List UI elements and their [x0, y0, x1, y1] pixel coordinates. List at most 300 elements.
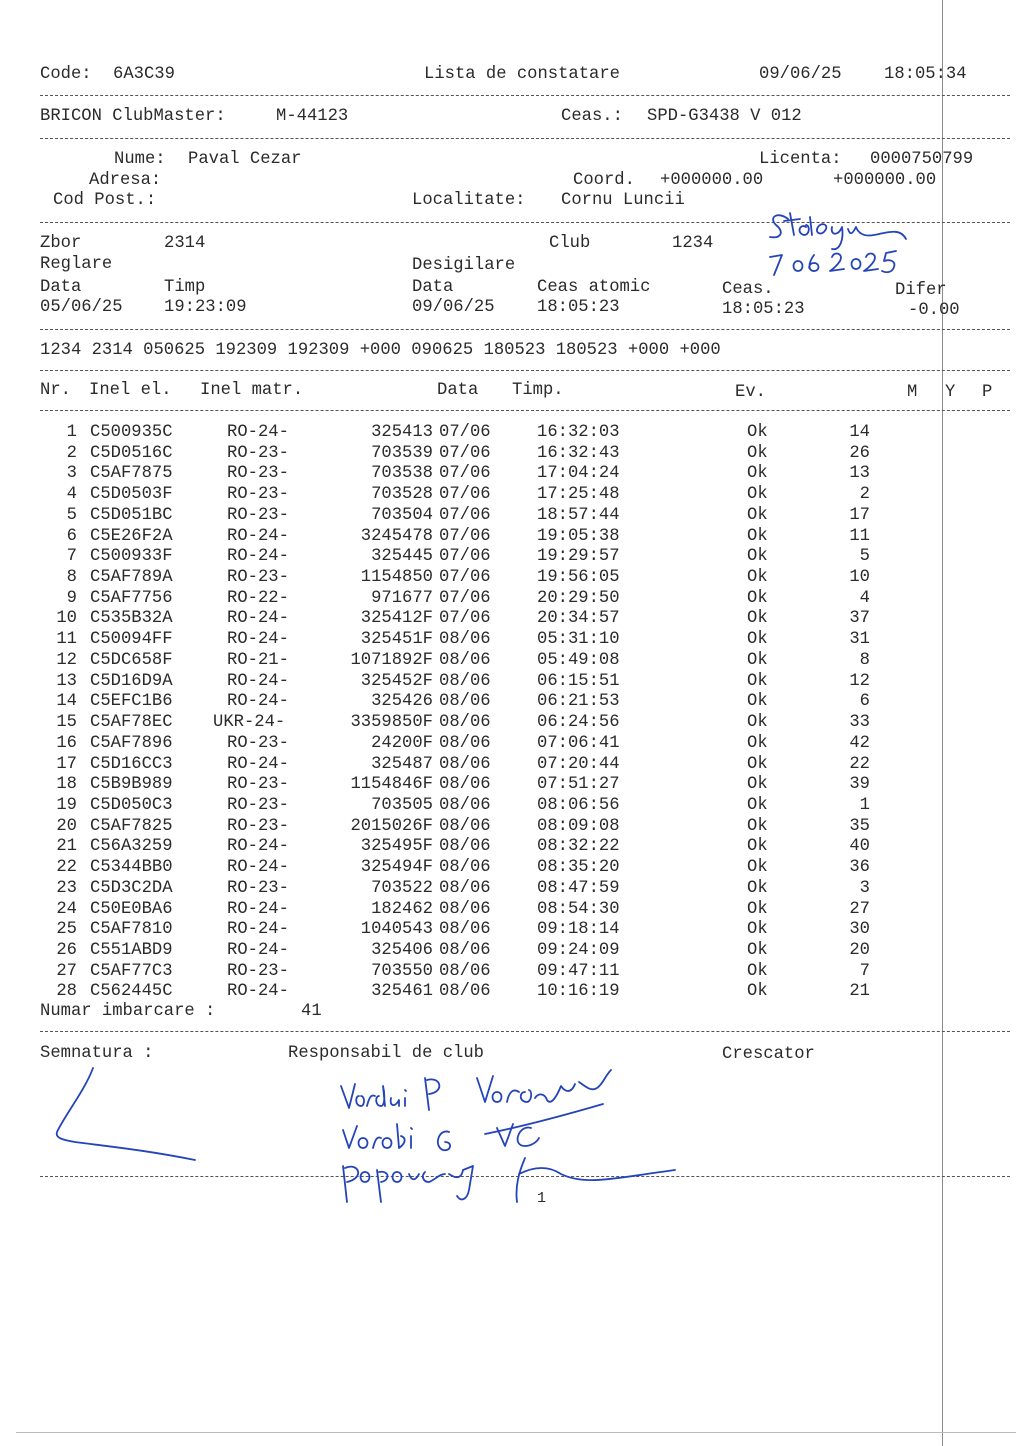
- ring-number: 325413: [371, 423, 433, 442]
- ring-prefix: RO-22-: [227, 588, 289, 608]
- ring-prefix: RO-24-: [227, 899, 289, 919]
- table-row: [0, 692, 940, 713]
- row-number: 14: [56, 692, 77, 712]
- placement-number: 40: [849, 837, 870, 857]
- electronic-ring: C5AF78EC: [90, 713, 173, 733]
- clock-label: Ceas.:: [561, 107, 623, 126]
- row-number: 19: [56, 795, 77, 815]
- arrival-date: 07/06: [439, 423, 491, 442]
- electronic-ring: C5EFC1B6: [90, 692, 173, 712]
- placement-number: 4: [859, 588, 870, 608]
- row-number: 7: [66, 547, 77, 567]
- arrival-date: 08/06: [439, 816, 491, 836]
- ring-prefix: RO-24-: [227, 920, 289, 940]
- arrival-time: 07:06:41: [537, 733, 620, 753]
- placement-number: 1: [859, 795, 870, 815]
- electronic-ring: C50E0BA6: [90, 899, 173, 919]
- col-header-ring-matr: Inel matr.: [200, 381, 304, 400]
- ring-number: 325452F: [360, 671, 433, 691]
- placement-number: 8: [859, 650, 870, 670]
- print-time: 18:05:34: [884, 65, 967, 84]
- electronic-ring: C5AF7756: [90, 588, 173, 608]
- ring-number: 182462: [371, 899, 433, 919]
- ring-prefix: RO-24-: [227, 754, 289, 774]
- electronic-ring: C5AF77C3: [90, 961, 173, 981]
- unsealing-label: Desigilare: [412, 256, 516, 275]
- col-header-time: Timp.: [512, 381, 564, 400]
- arrival-time: 16:32:03: [537, 423, 620, 442]
- ring-prefix: RO-24-: [227, 941, 289, 960]
- arrival-time: 06:15:51: [537, 671, 620, 691]
- ring-prefix: RO-24-: [227, 837, 289, 857]
- ring-number: 325426: [371, 692, 433, 712]
- electronic-ring: C56A3259: [90, 837, 173, 857]
- ring-number: 325406: [371, 941, 433, 960]
- arrival-time: 06:24:56: [537, 713, 620, 733]
- row-number: 12: [56, 650, 77, 670]
- arrival-time: 07:51:27: [537, 775, 620, 795]
- placement-number: 14: [849, 423, 870, 442]
- club-label: Club: [549, 234, 591, 253]
- table-row: [0, 713, 940, 734]
- row-number: 15: [56, 713, 77, 733]
- table-row: [0, 547, 940, 568]
- electronic-ring: C5AF7896: [90, 733, 173, 753]
- ring-prefix: RO-23-: [227, 878, 289, 898]
- event-status: Ok: [747, 526, 768, 546]
- arrival-time: 19:05:38: [537, 526, 620, 546]
- electronic-ring: C5344BB0: [90, 858, 173, 878]
- ring-prefix: RO-23-: [227, 816, 289, 836]
- ring-number: 24200F: [371, 733, 433, 753]
- event-status: Ok: [747, 588, 768, 608]
- col-header-y: Y: [945, 383, 956, 402]
- arrival-time: 09:24:09: [537, 941, 620, 960]
- arrival-date: 07/06: [439, 464, 491, 484]
- table-row: [0, 982, 940, 1003]
- ring-prefix: RO-23-: [227, 775, 289, 795]
- placement-number: 3: [859, 878, 870, 898]
- ring-prefix: RO-21-: [227, 650, 289, 670]
- row-number: 9: [66, 588, 77, 608]
- placement-number: 42: [849, 733, 870, 753]
- event-status: Ok: [747, 878, 768, 898]
- col-header-nr: Nr.: [40, 381, 71, 400]
- ring-prefix: RO-23-: [227, 464, 289, 484]
- placement-number: 2: [859, 485, 870, 505]
- license-label: Licenta:: [759, 150, 842, 169]
- arrival-time: 08:35:20: [537, 858, 620, 878]
- arrival-time: 10:16:19: [537, 982, 620, 1002]
- coord-label: Coord.: [573, 171, 635, 190]
- ring-prefix: RO-23-: [227, 795, 289, 815]
- electronic-ring: C5AF7875: [90, 464, 173, 484]
- arrival-date: 08/06: [439, 941, 491, 960]
- ring-number: 703538: [371, 464, 433, 484]
- code-label: Code:: [40, 65, 92, 84]
- row-number: 6: [66, 526, 77, 546]
- placement-number: 37: [849, 609, 870, 629]
- electronic-ring: C50094FF: [90, 630, 173, 650]
- boarding-label: Numar imbarcare :: [40, 1002, 216, 1021]
- arrival-time: 17:04:24: [537, 464, 620, 484]
- table-row: [0, 879, 940, 900]
- row-number: 17: [56, 754, 77, 774]
- arrival-time: 20:34:57: [537, 609, 620, 629]
- table-row: [0, 506, 940, 527]
- electronic-ring: C5B9B989: [90, 775, 173, 795]
- table-row: [0, 796, 940, 817]
- separator: [40, 95, 1010, 96]
- electronic-ring: C5DC658F: [90, 650, 173, 670]
- ring-number: 703539: [371, 443, 433, 463]
- arrival-date: 07/06: [439, 443, 491, 463]
- atomic-clock-label: Ceas atomic: [537, 278, 651, 297]
- ring-number: 325494F: [360, 858, 433, 878]
- arrival-date: 08/06: [439, 754, 491, 774]
- table-row: [0, 858, 940, 879]
- ring-number: 703504: [371, 505, 433, 525]
- ring-number: 971677: [371, 588, 433, 608]
- col-header-ring-el: Inel el.: [89, 381, 172, 400]
- row-number: 25: [56, 920, 77, 940]
- table-row: [0, 485, 940, 506]
- row-number: 22: [56, 858, 77, 878]
- event-status: Ok: [747, 795, 768, 815]
- arrival-time: 08:47:59: [537, 878, 620, 898]
- row-number: 27: [56, 961, 77, 981]
- ring-number: 1040543: [360, 920, 433, 940]
- ring-number: 1071892F: [350, 650, 433, 670]
- row-number: 18: [56, 775, 77, 795]
- ring-number: 3359850F: [350, 713, 433, 733]
- placement-number: 39: [849, 775, 870, 795]
- col-header-event: Ev.: [735, 383, 766, 402]
- arrival-time: 07:20:44: [537, 754, 620, 774]
- placement-number: 12: [849, 671, 870, 691]
- ring-prefix: RO-23-: [227, 485, 289, 505]
- arrival-date: 07/06: [439, 588, 491, 608]
- event-status: Ok: [747, 505, 768, 525]
- event-status: Ok: [747, 775, 768, 795]
- placement-number: 22: [849, 754, 870, 774]
- arrival-time: 16:32:43: [537, 443, 620, 463]
- arrival-time: 08:09:08: [537, 816, 620, 836]
- separator: [40, 410, 1010, 411]
- ring-number: 325451F: [360, 630, 433, 650]
- table-row: [0, 568, 940, 589]
- code-value: 6A3C39: [113, 65, 175, 84]
- event-status: Ok: [747, 423, 768, 442]
- separator: [40, 370, 1010, 371]
- table-row: [0, 817, 940, 838]
- electronic-ring: C5AF7810: [90, 920, 173, 940]
- arrival-date: 07/06: [439, 485, 491, 505]
- ring-number: 3245478: [360, 526, 433, 546]
- table-row: [0, 837, 940, 858]
- electronic-ring: C500935C: [90, 423, 173, 442]
- table-row: [0, 755, 940, 776]
- arrival-date: 08/06: [439, 858, 491, 878]
- event-status: Ok: [747, 547, 768, 567]
- arrival-date: 08/06: [439, 713, 491, 733]
- placement-number: 36: [849, 858, 870, 878]
- electronic-ring: C500933F: [90, 547, 173, 567]
- row-number: 21: [56, 837, 77, 857]
- placement-number: 27: [849, 899, 870, 919]
- event-status: Ok: [747, 692, 768, 712]
- arrival-date: 08/06: [439, 775, 491, 795]
- placement-number: 5: [859, 547, 870, 567]
- ring-prefix: RO-24-: [227, 692, 289, 712]
- signature-label: Semnatura :: [40, 1044, 154, 1063]
- address-label: Adresa:: [89, 171, 162, 190]
- electronic-ring: C5D0516C: [90, 443, 173, 463]
- placement-number: 31: [849, 630, 870, 650]
- electronic-ring: C551ABD9: [90, 941, 173, 960]
- club-value: 1234: [672, 234, 714, 253]
- page-bottom-edge: [16, 1432, 1016, 1433]
- placement-number: 30: [849, 920, 870, 940]
- arrival-date: 07/06: [439, 547, 491, 567]
- arrival-date: 08/06: [439, 650, 491, 670]
- print-date: 09/06/25: [759, 65, 842, 84]
- arrival-date: 07/06: [439, 526, 491, 546]
- locality-value: Cornu Luncii: [561, 191, 685, 210]
- ring-number: 703522: [371, 878, 433, 898]
- ring-prefix: RO-24-: [227, 671, 289, 691]
- event-status: Ok: [747, 609, 768, 629]
- row-number: 16: [56, 733, 77, 753]
- event-status: Ok: [747, 858, 768, 878]
- row-number: 23: [56, 878, 77, 898]
- clock-time-label: Ceas.: [722, 280, 774, 299]
- clock-time: 18:05:23: [722, 300, 805, 319]
- electronic-ring: C5E26F2A: [90, 526, 173, 546]
- difference-label: Difer: [895, 281, 947, 300]
- arrival-date: 08/06: [439, 878, 491, 898]
- table-row: [0, 962, 940, 983]
- difference-value: -0.00: [908, 301, 960, 320]
- event-status: Ok: [747, 982, 768, 1002]
- ring-prefix: RO-24-: [227, 526, 289, 546]
- table-row: [0, 464, 940, 485]
- coord-lat: +000000.00: [660, 171, 764, 190]
- electronic-ring: C5D050C3: [90, 795, 173, 815]
- row-number: 8: [66, 568, 77, 588]
- ring-number: 1154846F: [350, 775, 433, 795]
- ring-prefix: RO-23-: [227, 443, 289, 463]
- placement-number: 13: [849, 464, 870, 484]
- arrival-time: 05:31:10: [537, 630, 620, 650]
- arrival-date: 08/06: [439, 795, 491, 815]
- row-number: 2: [66, 443, 77, 463]
- col-header-m: M: [907, 383, 918, 402]
- electronic-ring: C5AF789A: [90, 568, 173, 588]
- ring-prefix: RO-23-: [227, 505, 289, 525]
- ring-number: 325412F: [360, 609, 433, 629]
- ring-prefix: RO-24-: [227, 630, 289, 650]
- arrival-time: 17:25:48: [537, 485, 620, 505]
- coord-lon: +000000.00: [833, 171, 937, 190]
- placement-number: 33: [849, 713, 870, 733]
- electronic-ring: C5D3C2DA: [90, 878, 173, 898]
- placement-number: 6: [859, 692, 870, 712]
- event-status: Ok: [747, 485, 768, 505]
- locality-label: Localitate:: [412, 191, 526, 210]
- event-status: Ok: [747, 650, 768, 670]
- arrival-date: 07/06: [439, 505, 491, 525]
- name-label: Nume:: [114, 150, 166, 169]
- electronic-ring: C562445C: [90, 982, 173, 1002]
- row-number: 13: [56, 671, 77, 691]
- row-number: 4: [66, 485, 77, 505]
- table-row: [0, 920, 940, 941]
- ring-prefix: RO-23-: [227, 568, 289, 588]
- placement-number: 17: [849, 505, 870, 525]
- setting-time: 19:23:09: [164, 298, 247, 317]
- table-row: [0, 527, 940, 548]
- row-number: 11: [56, 630, 77, 650]
- table-row: [0, 589, 940, 610]
- arrival-time: 20:29:50: [537, 588, 620, 608]
- system-label: BRICON ClubMaster:: [40, 107, 226, 126]
- table-row: [0, 900, 940, 921]
- separator: [40, 138, 1010, 139]
- event-status: Ok: [747, 733, 768, 753]
- setting-label: Reglare: [40, 255, 113, 274]
- atomic-time: 18:05:23: [537, 298, 620, 317]
- date-label: Data: [40, 278, 82, 297]
- arrival-time: 08:06:56: [537, 795, 620, 815]
- time-label: Timp: [164, 278, 206, 297]
- event-status: Ok: [747, 443, 768, 463]
- arrival-time: 19:29:57: [537, 547, 620, 567]
- table-row: [0, 734, 940, 755]
- ring-number: 325461: [371, 982, 433, 1002]
- ring-number: 2015026F: [350, 816, 433, 836]
- row-number: 28: [56, 982, 77, 1002]
- clock-value: SPD-G3438 V 012: [647, 107, 802, 126]
- ring-prefix: RO-24-: [227, 858, 289, 878]
- event-status: Ok: [747, 961, 768, 981]
- ring-number: 325495F: [360, 837, 433, 857]
- license-value: 0000750799: [870, 150, 974, 169]
- table-row: [0, 775, 940, 796]
- handwritten-date-annotation: [760, 205, 910, 280]
- document-title: Lista de constatare: [424, 65, 620, 84]
- ring-prefix: RO-23-: [227, 733, 289, 753]
- table-row: [0, 672, 940, 693]
- club-responsible-label: Responsabil de club: [288, 1044, 484, 1063]
- placement-number: 10: [849, 568, 870, 588]
- arrival-date: 08/06: [439, 920, 491, 940]
- ring-prefix: RO-23-: [227, 961, 289, 981]
- event-status: Ok: [747, 941, 768, 960]
- arrival-date: 07/06: [439, 609, 491, 629]
- arrival-date: 08/06: [439, 733, 491, 753]
- arrival-time: 18:57:44: [537, 505, 620, 525]
- event-status: Ok: [747, 568, 768, 588]
- electronic-ring: C5D051BC: [90, 505, 173, 525]
- ring-number: 1154850: [360, 568, 433, 588]
- arrival-time: 08:32:22: [537, 837, 620, 857]
- arrival-time: 05:49:08: [537, 650, 620, 670]
- setting-date: 05/06/25: [40, 298, 123, 317]
- electronic-ring: C5D16CC3: [90, 754, 173, 774]
- arrival-date: 08/06: [439, 630, 491, 650]
- electronic-ring: C535B32A: [90, 609, 173, 629]
- boarding-value: 41: [301, 1002, 322, 1021]
- arrival-date: 08/06: [439, 961, 491, 981]
- arrival-time: 09:18:14: [537, 920, 620, 940]
- table-row: [0, 941, 940, 962]
- flight-label: Zbor: [40, 234, 82, 253]
- flight-value: 2314: [164, 234, 206, 253]
- row-number: 20: [56, 816, 77, 836]
- club-responsible-signatures: [335, 1062, 680, 1210]
- event-status: Ok: [747, 713, 768, 733]
- arrival-time: 19:56:05: [537, 568, 620, 588]
- system-value: M-44123: [276, 107, 349, 126]
- ring-number: 703528: [371, 485, 433, 505]
- event-status: Ok: [747, 464, 768, 484]
- arrival-time: 09:47:11: [537, 961, 620, 981]
- table-row: [0, 630, 940, 651]
- row-number: 5: [66, 505, 77, 525]
- breeder-label: Crescator: [722, 1045, 815, 1064]
- table-row: [0, 444, 940, 465]
- arrival-date: 08/06: [439, 837, 491, 857]
- table-row: [0, 423, 940, 444]
- table-row: [0, 609, 940, 630]
- page-number: 1: [537, 1190, 547, 1207]
- postcode-label: Cod Post.:: [53, 191, 157, 210]
- row-number: 26: [56, 941, 77, 960]
- placement-number: 35: [849, 816, 870, 836]
- ring-number: 703550: [371, 961, 433, 981]
- arrival-time: 06:21:53: [537, 692, 620, 712]
- ring-prefix: RO-24-: [227, 547, 289, 567]
- row-number: 10: [56, 609, 77, 629]
- col-header-p: P: [982, 383, 993, 402]
- row-number: 3: [66, 464, 77, 484]
- owner-name: Paval Cezar: [188, 150, 302, 169]
- ring-prefix: UKR-24-: [213, 713, 286, 733]
- row-number: 1: [66, 423, 77, 442]
- separator: [40, 329, 1010, 330]
- ring-prefix: RO-24-: [227, 982, 289, 1002]
- arrival-date: 08/06: [439, 671, 491, 691]
- right-margin-line: [942, 0, 943, 1446]
- arrival-date: 07/06: [439, 568, 491, 588]
- ring-prefix: RO-24-: [227, 423, 289, 442]
- arrival-time: 08:54:30: [537, 899, 620, 919]
- row-number: 24: [56, 899, 77, 919]
- event-status: Ok: [747, 671, 768, 691]
- separator: [40, 1031, 1010, 1032]
- ring-number: 325445: [371, 547, 433, 567]
- table-row: [0, 651, 940, 672]
- event-status: Ok: [747, 816, 768, 836]
- placement-number: 26: [849, 443, 870, 463]
- unseal-date-label: Data: [412, 278, 454, 297]
- event-status: Ok: [747, 630, 768, 650]
- event-status: Ok: [747, 754, 768, 774]
- electronic-ring: C5D16D9A: [90, 671, 173, 691]
- event-status: Ok: [747, 899, 768, 919]
- arrival-date: 08/06: [439, 692, 491, 712]
